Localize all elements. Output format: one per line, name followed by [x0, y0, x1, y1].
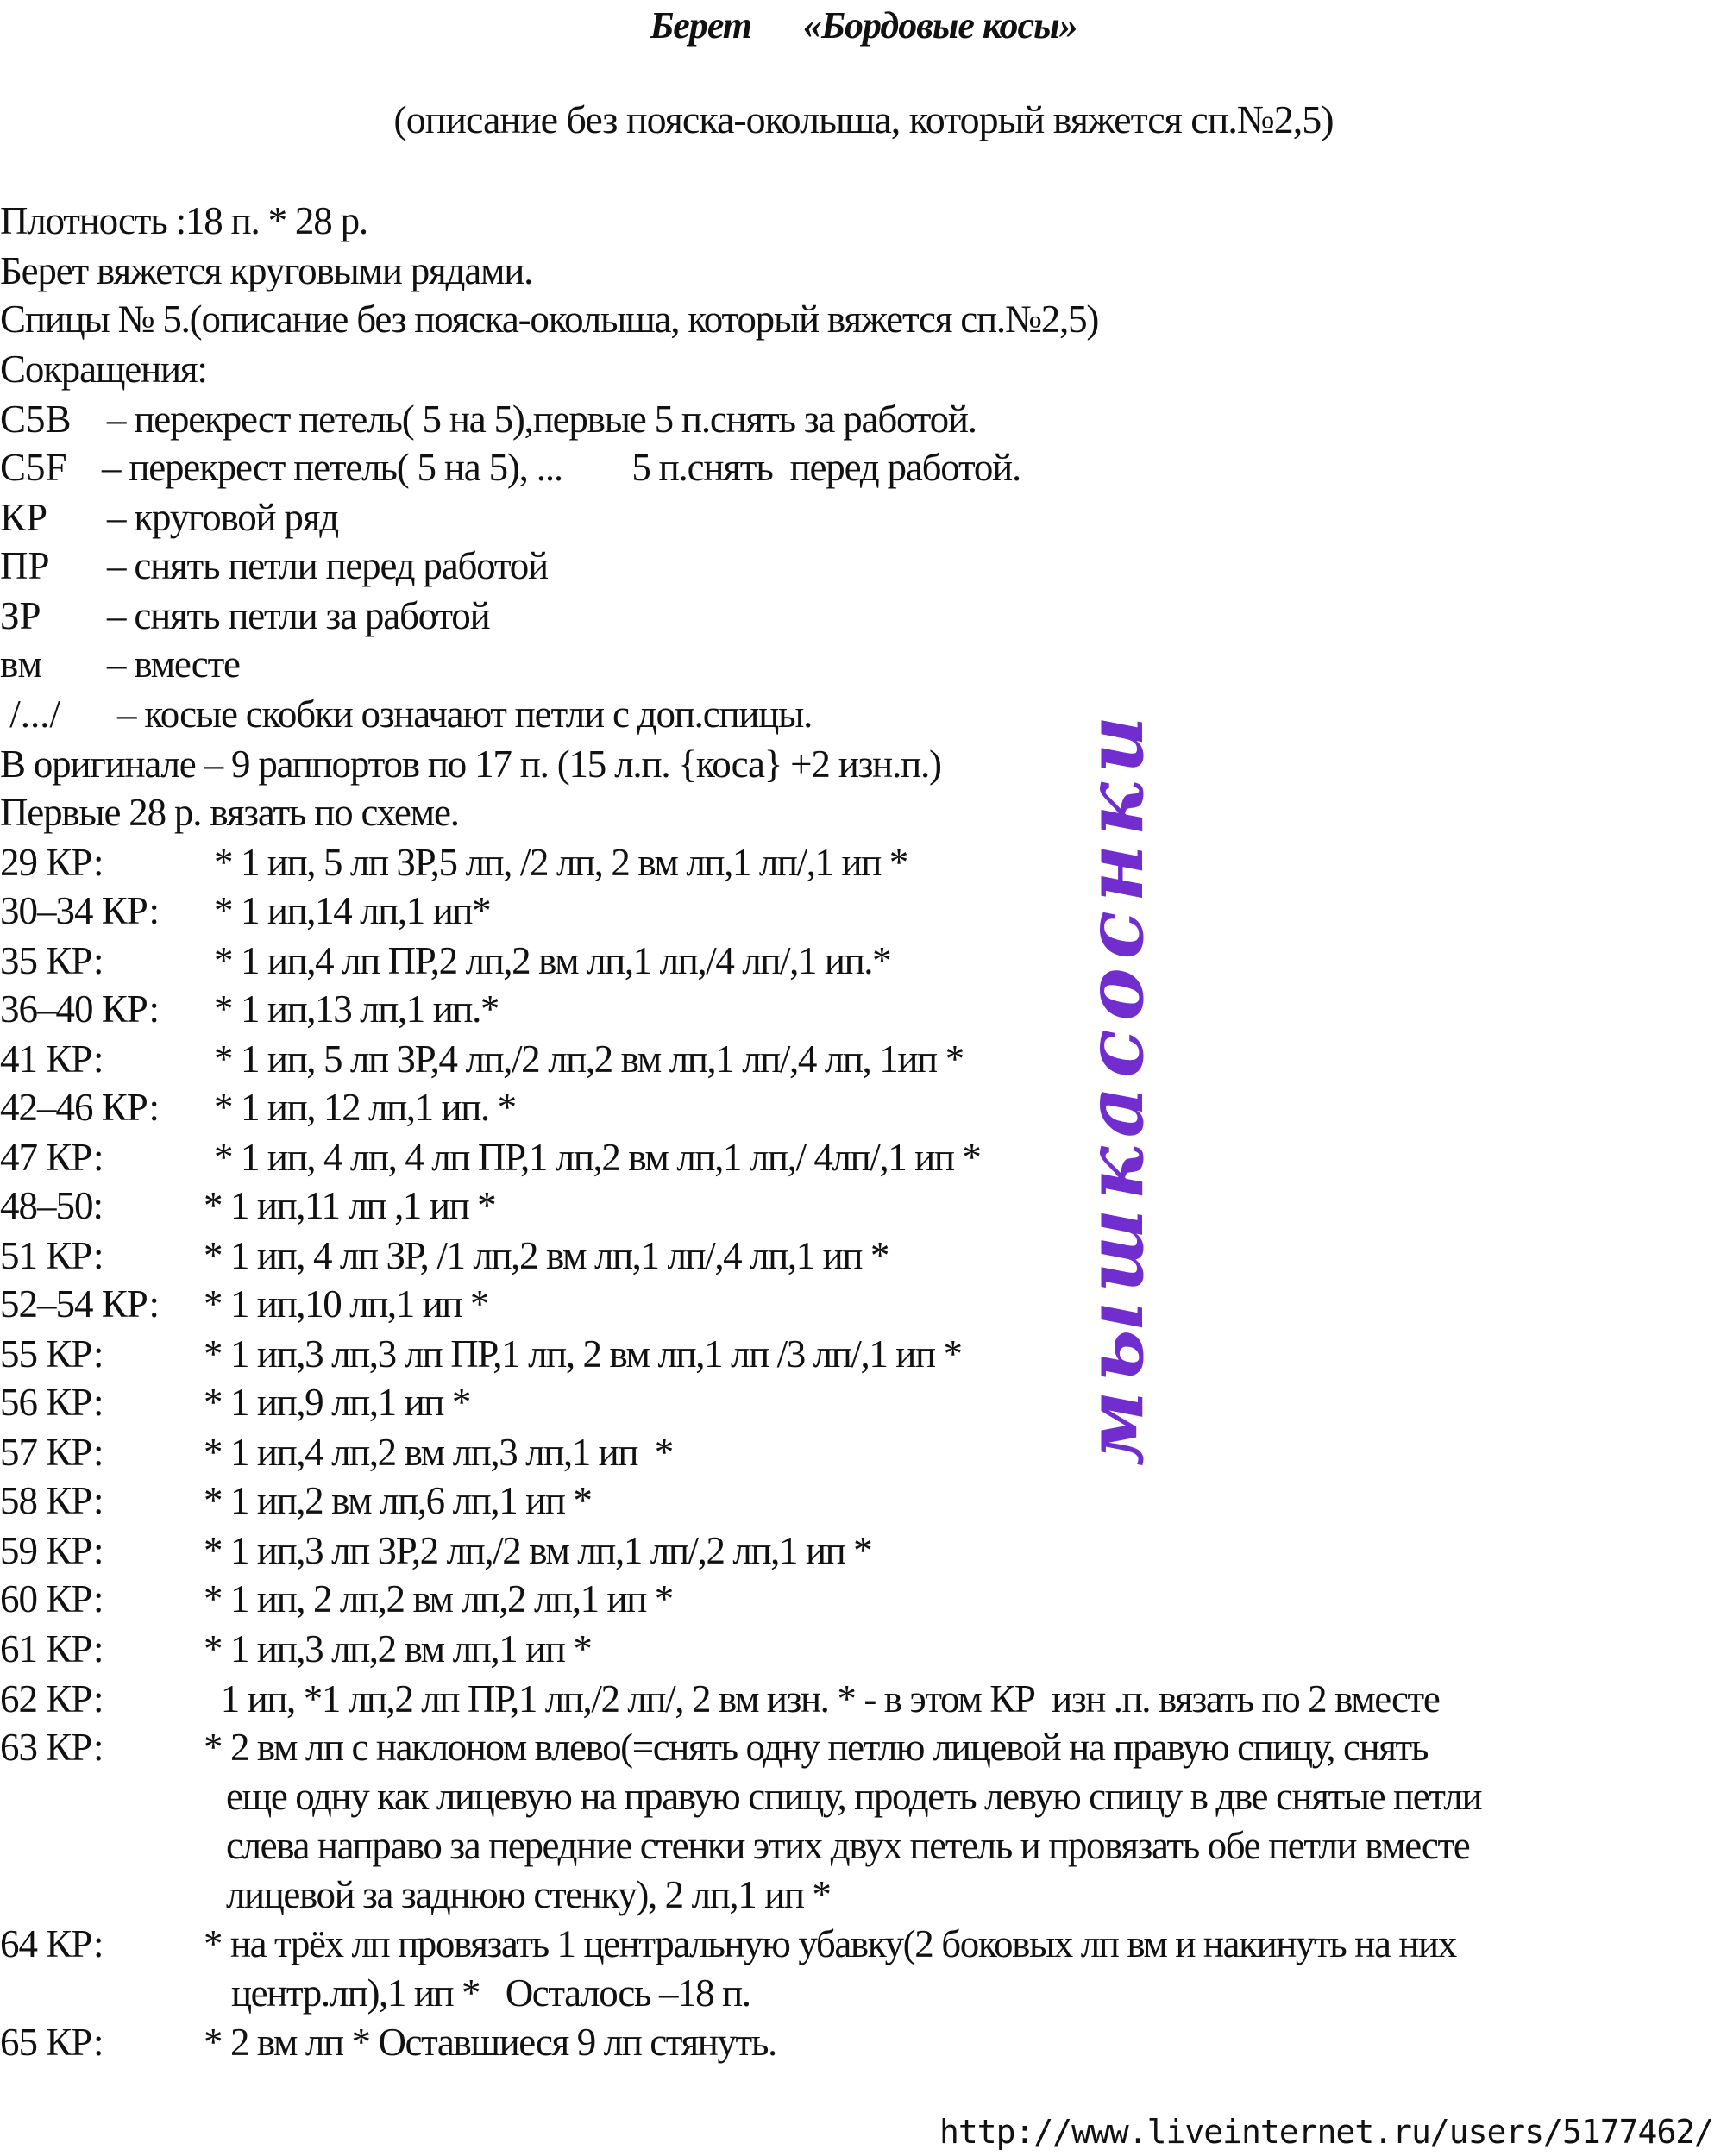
abbr-key: вм [0, 642, 42, 686]
source-url: http://www.liveinternet.ru/users/5177462/ [939, 2113, 1713, 2151]
row-instruction: * 1 ип,13 лп,1 ип.* [214, 987, 499, 1031]
row-instruction: * 1 ип,10 лп,1 ип * [204, 1282, 489, 1326]
row-label: 64 КР: [0, 1922, 104, 1965]
row-instruction: * 2 вм лп * Оставшиеся 9 лп стянуть. [204, 2021, 776, 2064]
row-instruction: * 1 ип,3 лп,3 лп ПР,1 лп, 2 вм лп,1 лп /3 лп/,1 ип * [204, 1332, 962, 1376]
row-label: 36–40 КР: [0, 987, 159, 1031]
abbr-value: – косые скобки означают петли с доп.спицы. [117, 693, 813, 736]
row-instruction-line: центр.лп),1 ип * Осталось –18 п. [231, 1971, 750, 2015]
intro-line-needles: Спицы № 5.(описание без пояска-околыша, который вяжется сп.№2,5) [0, 298, 1099, 341]
abbr-key: C5B [0, 398, 72, 441]
row-instruction: * 1 ип, 2 лп,2 вм лп,2 лп,1 ип * [204, 1577, 673, 1620]
title-part-1: Берет [650, 4, 752, 47]
document-subtitle: (описание без пояска-околыша, который вяжется сп.№2,5) [393, 97, 1334, 141]
row-label: 47 КР: [0, 1136, 104, 1179]
row-instruction: * 1 ип, 5 лп ЗР,5 лп, /2 лп, 2 вм лп,1 лп/,1 ип * [214, 841, 907, 884]
abbr-value: – снять петли за работой [107, 594, 490, 637]
row-instruction: * 1 ип,4 лп ПР,2 лп,2 вм лп,1 лп,/4 лп/,1 ип.* [214, 939, 891, 982]
abbr-value: – перекрест петель( 5 на 5), ... 5 п.снять перед работой. [102, 446, 1021, 489]
row-label: 48–50: [0, 1184, 104, 1227]
abbr-key: /.../ [0, 693, 61, 736]
row-label: 59 КР: [0, 1529, 104, 1572]
row-label: 35 КР: [0, 939, 104, 982]
abbr-value: – перекрест петель( 5 на 5),первые 5 п.снять за работой. [107, 398, 977, 441]
row-instruction: * 1 ип,3 лп ЗР,2 лп,/2 вм лп,1 лп/,2 лп,1 ип * [204, 1529, 872, 1572]
watermark-text: мышкасоснки [1068, 707, 1161, 1466]
row-label: 51 КР: [0, 1234, 104, 1277]
intro-line-method: Берет вяжется круговыми рядами. [0, 249, 533, 292]
row-label: 42–46 КР: [0, 1086, 159, 1129]
row-label: 52–54 КР: [0, 1282, 159, 1326]
abbr-value: – вместе [107, 642, 240, 686]
row-instruction: * 1 ип,14 лп,1 ип* [214, 889, 491, 932]
row-label: 61 КР: [0, 1627, 104, 1670]
row-instruction: * 1 ип, 4 лп ЗР, /1 лп,2 вм лп,1 лп/,4 лп,1 ип * [204, 1234, 889, 1277]
row-label: 62 КР: [0, 1677, 104, 1720]
abbr-key: C5F [0, 446, 67, 489]
row-label: 56 КР: [0, 1381, 104, 1424]
row-label: 41 КР: [0, 1037, 104, 1081]
row-instruction-line: еще одну как лицевую на правую спицу, продеть левую спицу в две снятые петли [226, 1775, 1482, 1818]
row-instruction: * 1 ип, 4 лп, 4 лп ПР,1 лп,2 вм лп,1 лп,/ 4лп/,1 ип * [214, 1136, 981, 1179]
intro-line-density: Плотность :18 п. * 28 р. [0, 199, 367, 242]
note-rapport: В оригинале – 9 раппортов по 17 п. (15 л.п. {коса} +2 изн.п.) [0, 743, 941, 786]
abbr-key: ПР [0, 544, 50, 587]
row-instruction: * 1 ип,9 лп,1 ип * [204, 1381, 470, 1424]
note-first-rows: Первые 28 р. вязать по схеме. [0, 791, 459, 834]
row-label: 29 КР: [0, 841, 104, 884]
row-instruction: * 1 ип,4 лп,2 вм лп,3 лп,1 ип * [204, 1431, 673, 1474]
row-instruction: * 1 ип,2 вм лп,6 лп,1 ип * [204, 1479, 592, 1522]
row-label: 30–34 КР: [0, 889, 159, 932]
row-instruction-line: слева направо за передние стенки этих двух петель и провязать обе петли вместе [226, 1824, 1470, 1867]
intro-line-abbr-heading: Сокращения: [0, 348, 207, 391]
row-instruction-line: лицевой за заднюю стенку), 2 лп,1 ип * [226, 1873, 831, 1916]
row-label: 57 КР: [0, 1431, 104, 1474]
title-part-2: «Бордовые косы» [803, 4, 1077, 47]
row-label: 65 КР: [0, 2021, 104, 2064]
row-instruction-line: * 2 вм лп с наклоном влево(=снять одну петлю лицевой на правую спицу, снять [204, 1726, 1428, 1769]
abbr-key: ЗР [0, 594, 41, 637]
row-label: 60 КР: [0, 1577, 104, 1620]
abbr-value: – снять петли перед работой [107, 544, 548, 587]
row-instruction: * 1 ип, 12 лп,1 ип. * [214, 1086, 516, 1129]
row-label: 58 КР: [0, 1479, 104, 1522]
row-label: 55 КР: [0, 1332, 104, 1376]
author-watermark [1063, 517, 1166, 1656]
row-instruction: * 1 ип, 5 лп ЗР,4 лп,/2 лп,2 вм лп,1 лп/,4 лп, 1ип * [214, 1037, 964, 1081]
document-title [0, 3, 1727, 47]
row-instruction: * 1 ип,11 лп ,1 ип * [204, 1184, 496, 1227]
row-instruction: 1 ип, *1 лп,2 лп ПР,1 лп,/2 лп/, 2 вм изн. * - в этом КР изн .п. вязать по 2 вместе [204, 1677, 1440, 1720]
row-label: 63 КР: [0, 1726, 104, 1769]
abbr-key: КР [0, 496, 48, 539]
row-instruction-line: * на трёх лп провязать 1 центральную убавку(2 боковых лп вм и накинуть на них [204, 1922, 1456, 1965]
abbr-value: – круговой ряд [107, 496, 338, 539]
row-instruction: * 1 ип,3 лп,2 вм лп,1 ип * [204, 1627, 592, 1670]
